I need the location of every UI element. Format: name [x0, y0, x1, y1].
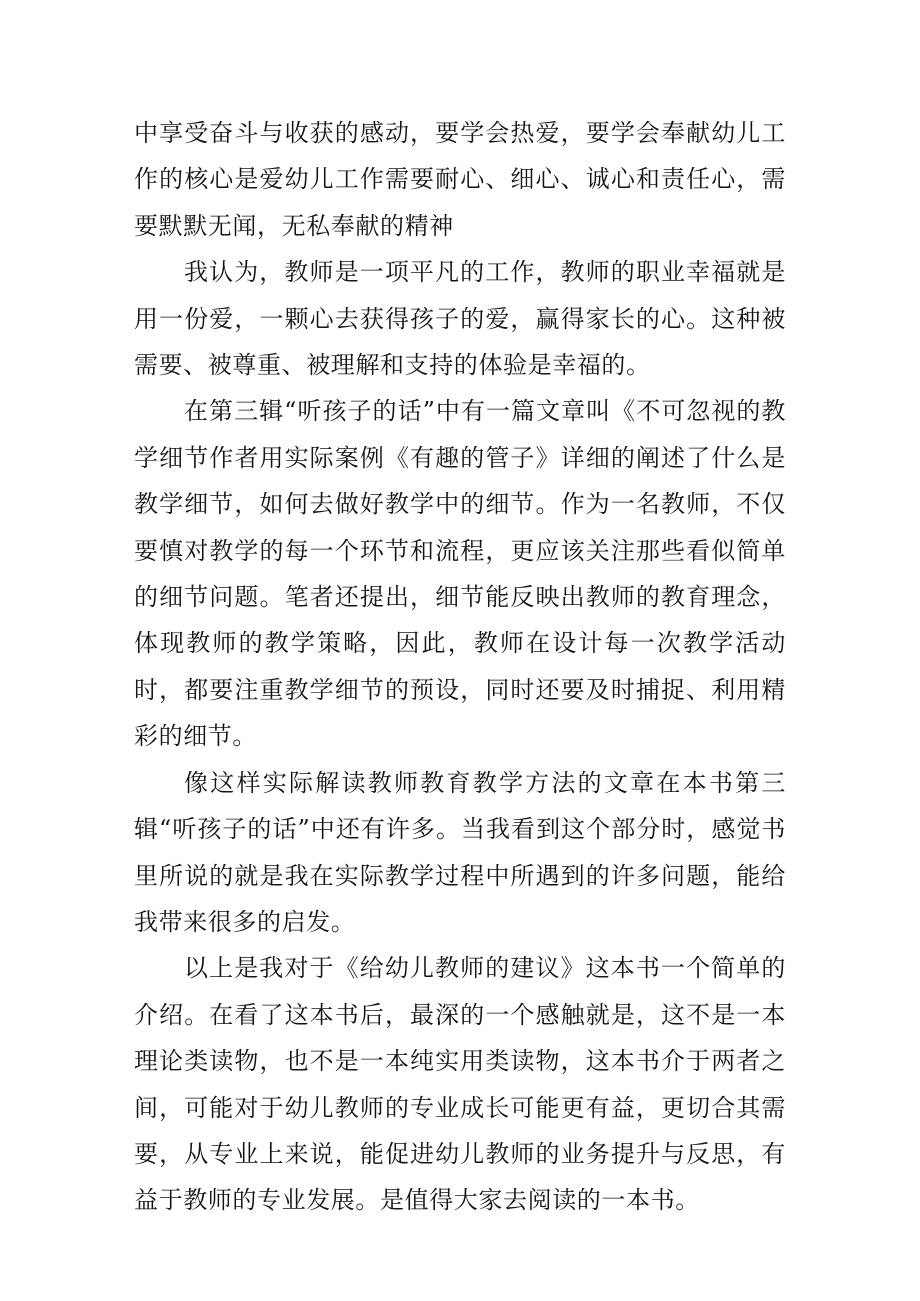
paragraph-1: 中享受奋斗与收获的感动，要学会热爱，要学会奉献幼儿工作的核心是爱幼儿工作需要耐心、细心、诚心和责任心，需要默默无闻，无私奉献的精神 — [134, 119, 786, 240]
paragraph-4: 像这样实际解读教师教育教学方法的文章在本书第三辑“听孩子的话”中还有许多。当我看到这个部分时，感觉书里所说的就是我在实际教学过程中所遇到的许多问题，能给我带来很多的启发。 — [134, 768, 786, 936]
paragraph-5: 以上是我对于《给幼儿教师的建议》这本书一个简单的介绍。在看了这本书后，最深的一个感触就是，这不是一本理论类读物，也不是一本纯实用类读物，这本书介于两者之间，可能对于幼儿教师的专业成长可能更有益，更切合其需要，从专业上来说，能促进幼儿教师的业务提升与反思，有益于教师的专业发展。是值得大家去阅读的一本书。 — [134, 954, 786, 1215]
document-body — [134, 110, 786, 1224]
paragraph-2: 我认为，教师是一项平凡的工作，教师的职业幸福就是用一份爱，一颗心去获得孩子的爱，赢得家长的心。这种被需要、被尊重、被理解和支持的体验是幸福的。 — [134, 258, 786, 380]
paragraph-3: 在第三辑“听孩子的话”中有一篇文章叫《不可忽视的教学细节作者用实际案例《有趣的管子》详细的阐述了什么是教学细节，如何去做好教学中的细节。作为一名教师，不仅要慎对教学的每一个环节和流程，更应该关注那些看似简单的细节问题。笔者还提出，细节能反映出教师的教育理念，体现教师的教学策略，因此，教师在设计每一次教学活动时，都要注重教学细节的预设，同时还要及时捕捉、利用精彩的细节。 — [134, 397, 786, 751]
